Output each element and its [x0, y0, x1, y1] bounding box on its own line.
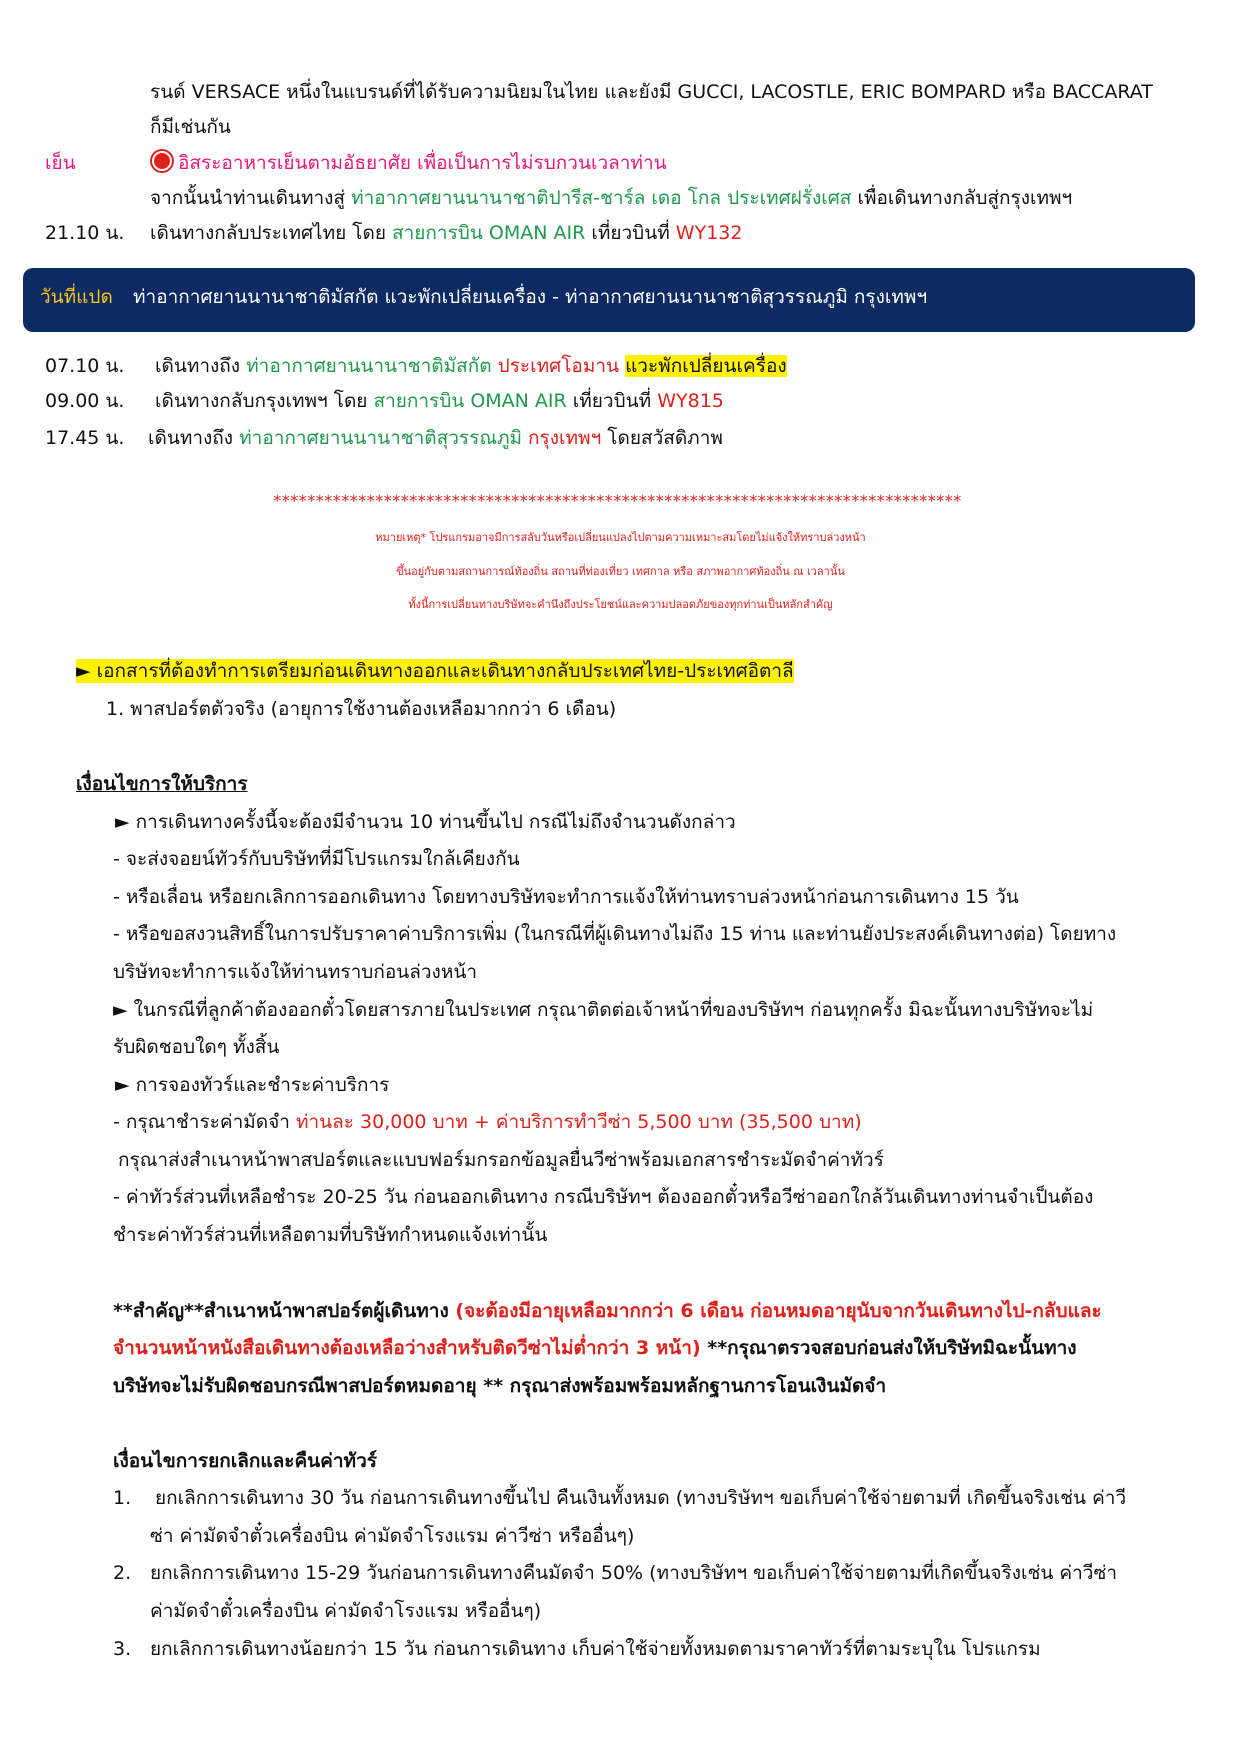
service-l12: ชำระค่าทัวร์ส่วนที่เหลือตามที่บริษัทกำหนดแจ้งเท่านั้น [113, 1224, 548, 1246]
day8-row1 [155, 354, 787, 378]
dinner-row [152, 151, 667, 175]
dinner-text: อิสระอาหารเย็นตามอัธยาศัย เพื่อเป็นการไม่รบกวนเวลาท่าน [178, 152, 667, 174]
flight-mid: เที่ยวบินที่ [591, 222, 670, 244]
cancel-item-3-num: 3. [113, 1638, 132, 1660]
important-p1-black: **สำคัญ**สำเนาหน้าพาสปอร์ตผู้เดินทาง [113, 1300, 449, 1322]
cancellation-heading: เงื่อนไขการยกเลิกและคืนค่าทัวร์ [113, 1450, 377, 1472]
service-l9 [113, 1110, 862, 1134]
service-l5: บริษัทจะทำการแจ้งให้ท่านทราบก่อนล่วงหน้า [113, 961, 477, 983]
row1-airport: ท่าอากาศยานนานาชาติมัสกัต [246, 355, 492, 377]
documents-heading: ► เอกสารที่ต้องทำการเตรียมก่อนเดินทางออกและเดินทางกลับประเทศไทย-ประเทศอิตาลี [76, 660, 794, 682]
cancel-item-2-line1: ยกเลิกการเดินทาง 15-29 วันก่อนการเดินทางคืนมัดจำ 50% (ทางบริษัทฯ ขอเก็บค่าใช้จ่ายตามที่เกิดขึ้นจริงเช่น ค่าวีซ่า [150, 1562, 1118, 1584]
flight-time: 21.10 น. [45, 222, 125, 244]
transfer-line [150, 186, 1072, 210]
remark-stars: ********************************************************************************* [273, 491, 962, 510]
day8-row2-time: 09.00 น. [45, 390, 125, 412]
row3-suffix: โดยสวัสดิภาพ [607, 427, 723, 449]
cancel-item-2-line2: ค่ามัดจำตั๋วเครื่องบิน ค่ามัดจำโรงแรม หรืออื่นๆ) [150, 1600, 542, 1622]
service-l3: - หรือเลื่อน หรือยกเลิกการออกเดินทาง โดยทางบริษัทจะทำการแจ้งให้ท่านทราบล่วงหน้าก่อนการเดินทาง 15 วัน [113, 886, 1019, 908]
important-p2-red: จำนวนหน้าหนังสือเดินทางต้องเหลือว่างสำหรับติดวีซ่าไม่ต่ำกว่า 3 หน้า) [113, 1337, 701, 1359]
day8-row1-time: 07.10 น. [45, 355, 125, 377]
remark-line2: ขึ้นอยู่กับตามสถานการณ์ท้องถิ่น สถานที่ท่องเที่ยว เทศกาล หรือ สภาพอากาศท้องถิ่น ณ เวลานั้น [396, 565, 845, 578]
important-p2 [113, 1336, 1077, 1360]
flight-prefix: เดินทางกลับประเทศไทย โดย [150, 222, 386, 244]
row1-note: แวะพักเปลี่ยนเครื่อง [625, 355, 787, 377]
day8-row2 [155, 389, 724, 413]
deposit-prefix: - กรุณาชำระค่ามัดจำ [113, 1111, 290, 1133]
service-l4: - หรือขอสงวนสิทธิ์ในการปรับราคาค่าบริการเพิ่ม (ในกรณีที่ผู้เดินทางไม่ถึง 15 ท่าน และท่านยังประสงค์เดินทางต่อ) โดยทาง [113, 923, 1117, 945]
flight-number: WY132 [675, 222, 743, 244]
remark-line1: หมายเหตุ* โปรแกรมอาจมีการสลับวันหรือเปลี่ยนแปลงไปตามความเหมาะสมโดยไม่แจ้งให้ทราบล่วงหน้า [375, 531, 866, 544]
cancel-item-1-num: 1. [113, 1487, 132, 1509]
service-l1: ► การเดินทางครั้งนี้จะต้องมีจำนวน 10 ท่านขึ้นไป กรณีไม่ถึงจำนวนดังกล่าว [115, 811, 736, 833]
important-p1 [113, 1299, 1102, 1323]
day8-label: วันที่แปด [40, 286, 113, 308]
documents-item1: 1. พาสปอร์ตตัวจริง (อายุการใช้งานต้องเหลือมากกว่า 6 เดือน) [106, 698, 617, 720]
day7-line1: รนด์ VERSACE หนึ่งในแบรนด์ที่ได้รับความนิยมในไทย และยังมี GUCCI, LACOSTLE, ERIC BOMPARD หรือ BACCARAT [150, 81, 1153, 103]
important-p2-black: **กรุณาตรวจสอบก่อนส่งให้บริษัทมิฉะนั้นทาง [707, 1337, 1077, 1359]
important-p1-red: (จะต้องมีอายุเหลือมากกว่า 6 เดือน ก่อนหมดอายุนับจากวันเดินทางไป-กลับและ [455, 1300, 1102, 1322]
day7-line2: ก็มีเช่นกัน [150, 116, 231, 138]
transfer-prefix: จากนั้นนำท่านเดินทางสู่ [150, 187, 346, 209]
transfer-airport: ท่าอากาศยานนานาชาติปารีส-ชาร์ล เดอ โกล ประเทศฝรั่งเศส [351, 187, 852, 209]
transfer-suffix: เพื่อเดินทางกลับสู่กรุงเทพฯ [857, 187, 1073, 209]
cancel-item-1-line1: ยกเลิกการเดินทาง 30 วัน ก่อนการเดินทางขึ้นไป คืนเงินทั้งหมด (ทางบริษัทฯ ขอเก็บค่าใช้จ่ายตามที่ เกิดขึ้นจริงเช่น ค่าวี [155, 1487, 1127, 1509]
row1-country: ประเทศโอมาน [497, 355, 620, 377]
cancel-item-2-num: 2. [113, 1562, 132, 1584]
service-l7: รับผิดชอบใดๆ ทั้งสิ้น [113, 1036, 280, 1058]
row3-airport: ท่าอากาศยานนานาชาติสุวรรณภูมิ [239, 427, 522, 449]
flight-line [150, 221, 742, 245]
row3-city: กรุงเทพฯ [528, 427, 602, 449]
row2-flight: WY815 [657, 390, 724, 412]
service-l6: ► ในกรณีที่ลูกค้าต้องออกตั๋วโดยสารภายในประเทศ กรุณาติดต่อเจ้าหน้าที่ของบริษัทฯ ก่อนทุกครั้ง มิฉะนั้นทางบริษัทจะไม่ [113, 999, 1094, 1021]
deposit-amount: ท่านละ 30,000 บาท + ค่าบริการทำวีซ่า 5,500 บาท (35,500 บาท) [295, 1111, 862, 1133]
service-l11: - ค่าทัวร์ส่วนที่เหลือชำระ 20-25 วัน ก่อนออกเดินทาง กรณีบริษัทฯ ต้องออกตั๋วหรือวีซ่าออกใกล้วันเดินทางท่านจำเป็นต้อง [113, 1186, 1094, 1208]
service-l2: - จะส่งจอยน์ทัวร์กับบริษัทที่มีโปรแกรมใกล้เคียงกัน [113, 848, 520, 870]
important-p3: บริษัทจะไม่รับผิดชอบกรณีพาสปอร์ตหมดอายุ ** กรุณาส่งพร้อมพร้อมหลักฐานการโอนเงินมัดจำ [113, 1375, 887, 1397]
dinner-label: เย็น [45, 152, 76, 174]
day8-row3 [148, 426, 723, 450]
row2-mid: เที่ยวบินที่ [572, 390, 652, 412]
remark-line3: ทั้งนี้การเปลี่ยนทางบริษัทจะคำนึงถึงประโยชน์และความปลอดภัยของทุกท่านเป็นหลักสำคัญ [408, 598, 833, 611]
flight-airline: สายการบิน OMAN AIR [392, 222, 586, 244]
day8-title: ท่าอากาศยานนานาชาติมัสกัต แวะพักเปลี่ยนเครื่อง - ท่าอากาศยานนานาชาติสุวรรณภูมิ กรุงเทพฯ [133, 286, 928, 308]
plate-icon [152, 151, 172, 171]
row3-prefix: เดินทางถึง [148, 427, 234, 449]
row1-prefix: เดินทางถึง [155, 355, 241, 377]
service-l10: กรุณาส่งสำเนาหน้าพาสปอร์ตและแบบฟอร์มกรอกข้อมูลยื่นวีซ่าพร้อมเอกสารชำระมัดจำค่าทัวร์ [118, 1149, 884, 1171]
day8-row3-time: 17.45 น. [45, 427, 125, 449]
service-terms-heading: เงื่อนไขการให้บริการ [76, 773, 248, 795]
cancel-item-3-line1: ยกเลิกการเดินทางน้อยกว่า 15 วัน ก่อนการเดินทาง เก็บค่าใช้จ่ายทั้งหมดตามราคาทัวร์ที่ตามระบุใน โปรแกรม [150, 1638, 1041, 1660]
row2-airline: สายการบิน OMAN AIR [373, 390, 567, 412]
row2-prefix: เดินทางกลับกรุงเทพฯ โดย [155, 390, 368, 412]
service-l8: ► การจองทัวร์และชำระค่าบริการ [115, 1074, 390, 1096]
cancel-item-1-line2: ซ่า ค่ามัดจำตั๋วเครื่องบิน ค่ามัดจำโรงแรม ค่าวีซ่า หรืออื่นๆ) [150, 1525, 635, 1547]
